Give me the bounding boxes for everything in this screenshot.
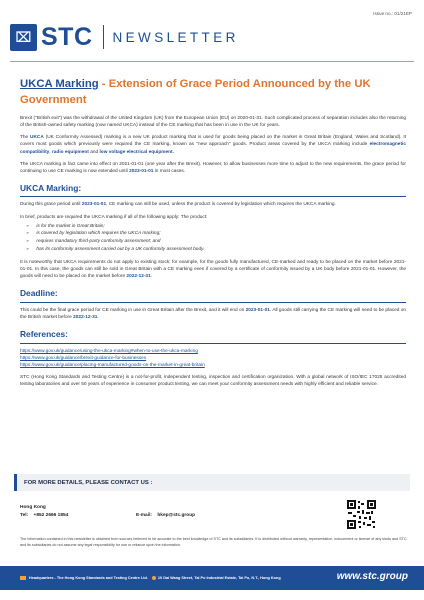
highlight-lve: low voltage electrical equipment. — [99, 149, 174, 155]
arrow-bullet-icon: ➢ — [26, 222, 30, 228]
reference-link[interactable]: https://www.gov.uk/guidance/brexit-guidance-for-businesses — [20, 355, 147, 361]
highlight-ukca: UKCA — [30, 135, 44, 141]
qr-code-icon[interactable] — [347, 500, 376, 529]
references-heading: References: — [20, 329, 68, 340]
text-span: . All goods still carrying the CE marking will need to be placed on the British market before — [20, 308, 406, 321]
footer-address — [20, 576, 320, 580]
criteria-text: is for the market in Great Britain; — [36, 223, 105, 229]
article-title — [20, 76, 404, 108]
website-link[interactable]: www.stc.group — [336, 571, 408, 582]
footer-bar — [0, 566, 424, 590]
email-label: E-mail: — [136, 513, 152, 519]
text-span: in most cases. — [153, 168, 186, 174]
text-span: The — [20, 135, 31, 141]
intro-paragraph-2 — [20, 134, 406, 155]
arrow-bullet-icon: ➢ — [26, 245, 30, 251]
disclaimer: The information contained in this newsletter is obtained from sources believed to be accurate to the best knowledge of STC and its subsidiaries. It is distributed without warranty, representation, inducement or license of any kinds and STC and its subsidiaries do not assume any legal responsibility for use or reliance upon the information. — [20, 537, 407, 547]
highlight-date: 2023-01-01 — [129, 168, 154, 174]
intro-paragraph-1: Brexit ("British exit") was the withdrawal of the United Kingdom (UK) from the European Union (EU) on 2020-01-31. Such complicated process of separation includes also the returning of the British-owned safety marking (now named UKCA) instead of the CE marking that has been in use in the UK for years. — [20, 116, 406, 129]
ukca-heading: UKCA Marking: — [20, 182, 82, 193]
criteria-text: is covered by legislation which requires the UKCA marking; — [36, 231, 161, 237]
ukca-paragraph-2: In brief, products are required the UKCA marking if all of the following apply: The product: — [20, 214, 208, 220]
title-rest: - Extension of Grace Period Announced by the UK Government — [20, 78, 371, 107]
highlight-radio: radio equipment — [51, 149, 89, 155]
text-span: During this grace period until — [20, 202, 82, 208]
text-span: and — [88, 149, 100, 155]
intro-paragraph-3 — [20, 161, 406, 175]
tel-label: Tel: — [20, 513, 29, 519]
highlight-emc: electromagnetic compatibility — [20, 142, 406, 155]
section-underline — [20, 343, 406, 344]
newsletter-label: NEWSLETTER — [112, 29, 239, 45]
arrow-bullet-icon: ➢ — [26, 230, 30, 236]
stc-logo-mark-icon: ⌧ — [10, 24, 37, 51]
highlight-date: 2022-12-31 — [73, 315, 98, 321]
ukca-paragraph-3 — [20, 259, 406, 280]
text-span: (UK Conformity Assessed) marking is a new UK product marking that is used for goods being placed on the market in Great Britain (England, Wales and Scotland). It covers most goods which previously were required the CE marking, known as "new approach" goods. Product areas covered by the UKCA marking include — [20, 135, 406, 148]
list-item — [26, 238, 406, 245]
highlight-date: 2023-01-01 — [245, 308, 270, 313]
hq-text: - The Hong Kong Standards and Testing Centre Ltd. — [53, 576, 148, 580]
list-item — [26, 223, 406, 230]
reference-links — [20, 348, 406, 369]
reference-link[interactable]: https://www.gov.uk/guidance/placing-manufactured-goods-on-the-market-in-great-britain — [20, 363, 205, 369]
contact-details — [20, 504, 320, 520]
contact-banner: FOR MORE DETAILS, PLEASE CONTACT US : — [14, 474, 410, 491]
text-span: , — [49, 149, 52, 155]
tel-value[interactable]: +852 2666 1854 — [33, 513, 69, 519]
highlight-date: 2022-12-31 — [126, 274, 151, 280]
newsletter-header — [10, 22, 414, 52]
address-text: 10 Dai Wang Street, Tai Po Industrial Estate, Tai Po, N.T., Hong Kong — [157, 576, 281, 580]
header-rule — [10, 61, 414, 62]
issue-number: Issue no.: 01/21EP — [373, 11, 412, 16]
criteria-text: has its conformity assessment carried out by a UK conformity assessment body. — [36, 246, 205, 252]
deadline-paragraph — [20, 307, 406, 321]
hq-label: Headquarters — [29, 576, 54, 580]
location-pin-icon — [152, 576, 156, 580]
list-item — [26, 230, 406, 237]
ukca-paragraph-1 — [20, 201, 406, 208]
text-span: . — [97, 315, 99, 321]
criteria-list — [26, 223, 406, 253]
headquarters-icon — [20, 576, 26, 580]
section-underline — [20, 302, 406, 303]
stc-logo-text: STC — [41, 22, 93, 51]
list-item — [26, 246, 406, 253]
section-underline — [20, 196, 406, 197]
text-span: It is noteworthy that UKCA requirements do not apply to existing stock; for example, for the goods fully manufactured, CE-marked and ready to be placed on the market before 2021-01-01. In this case, the goods can still be sold in Great Britain with a CE marking even if covered by a certificate of conformity issued by a UK body before 2021-01-01. However, the goods will need to be placed on the market before — [20, 260, 406, 280]
article-body — [20, 115, 406, 393]
text-span: . — [150, 274, 153, 280]
stc-logo — [10, 23, 93, 52]
highlight-date: 2023-01-01 — [81, 202, 107, 208]
header-divider — [103, 25, 104, 49]
criteria-text: requires mandatory third-party conformity assessment; and — [36, 239, 161, 245]
contact-row — [20, 512, 320, 520]
deadline-heading: Deadline: — [20, 288, 58, 299]
about-stc-paragraph: STC (Hong Kong Standards and Testing Centre) is a not-for-profit, independent testing, inspection and certification organization. With a global network of ISO/IEC 17025 accredited testing laboratories and over 50 years of experience in consumer product testing, we can meet your conformity assessment needs with highly efficient and reliable service. — [20, 375, 406, 388]
reference-link[interactable]: https://www.gov.uk/guidance/using-the-ukca-marking#when-to-use-the-ukca-marking — [20, 348, 198, 354]
text-span: This could be the final grace period for CE marking in use in Great Britain after the Brexit, and it will end on — [20, 308, 246, 313]
arrow-bullet-icon: ➢ — [26, 238, 30, 244]
contact-location — [20, 504, 320, 512]
text-span: , CE marking can still be used, unless the product is covered by legislation which requires the UKCA marking. — [106, 202, 336, 208]
text-span: The UKCA marking in fact came into effect on 2021-01-01 (one year after the Brexit). However, to allow businesses more time to adjust to the new requirements, the grace period for continuing to use CE marking is now extended until — [20, 161, 406, 174]
email-value[interactable]: hkep@stc.group — [157, 513, 196, 519]
title-keyword: UKCA Marking — [20, 78, 99, 90]
location-text: Hong Kong — [20, 505, 46, 510]
